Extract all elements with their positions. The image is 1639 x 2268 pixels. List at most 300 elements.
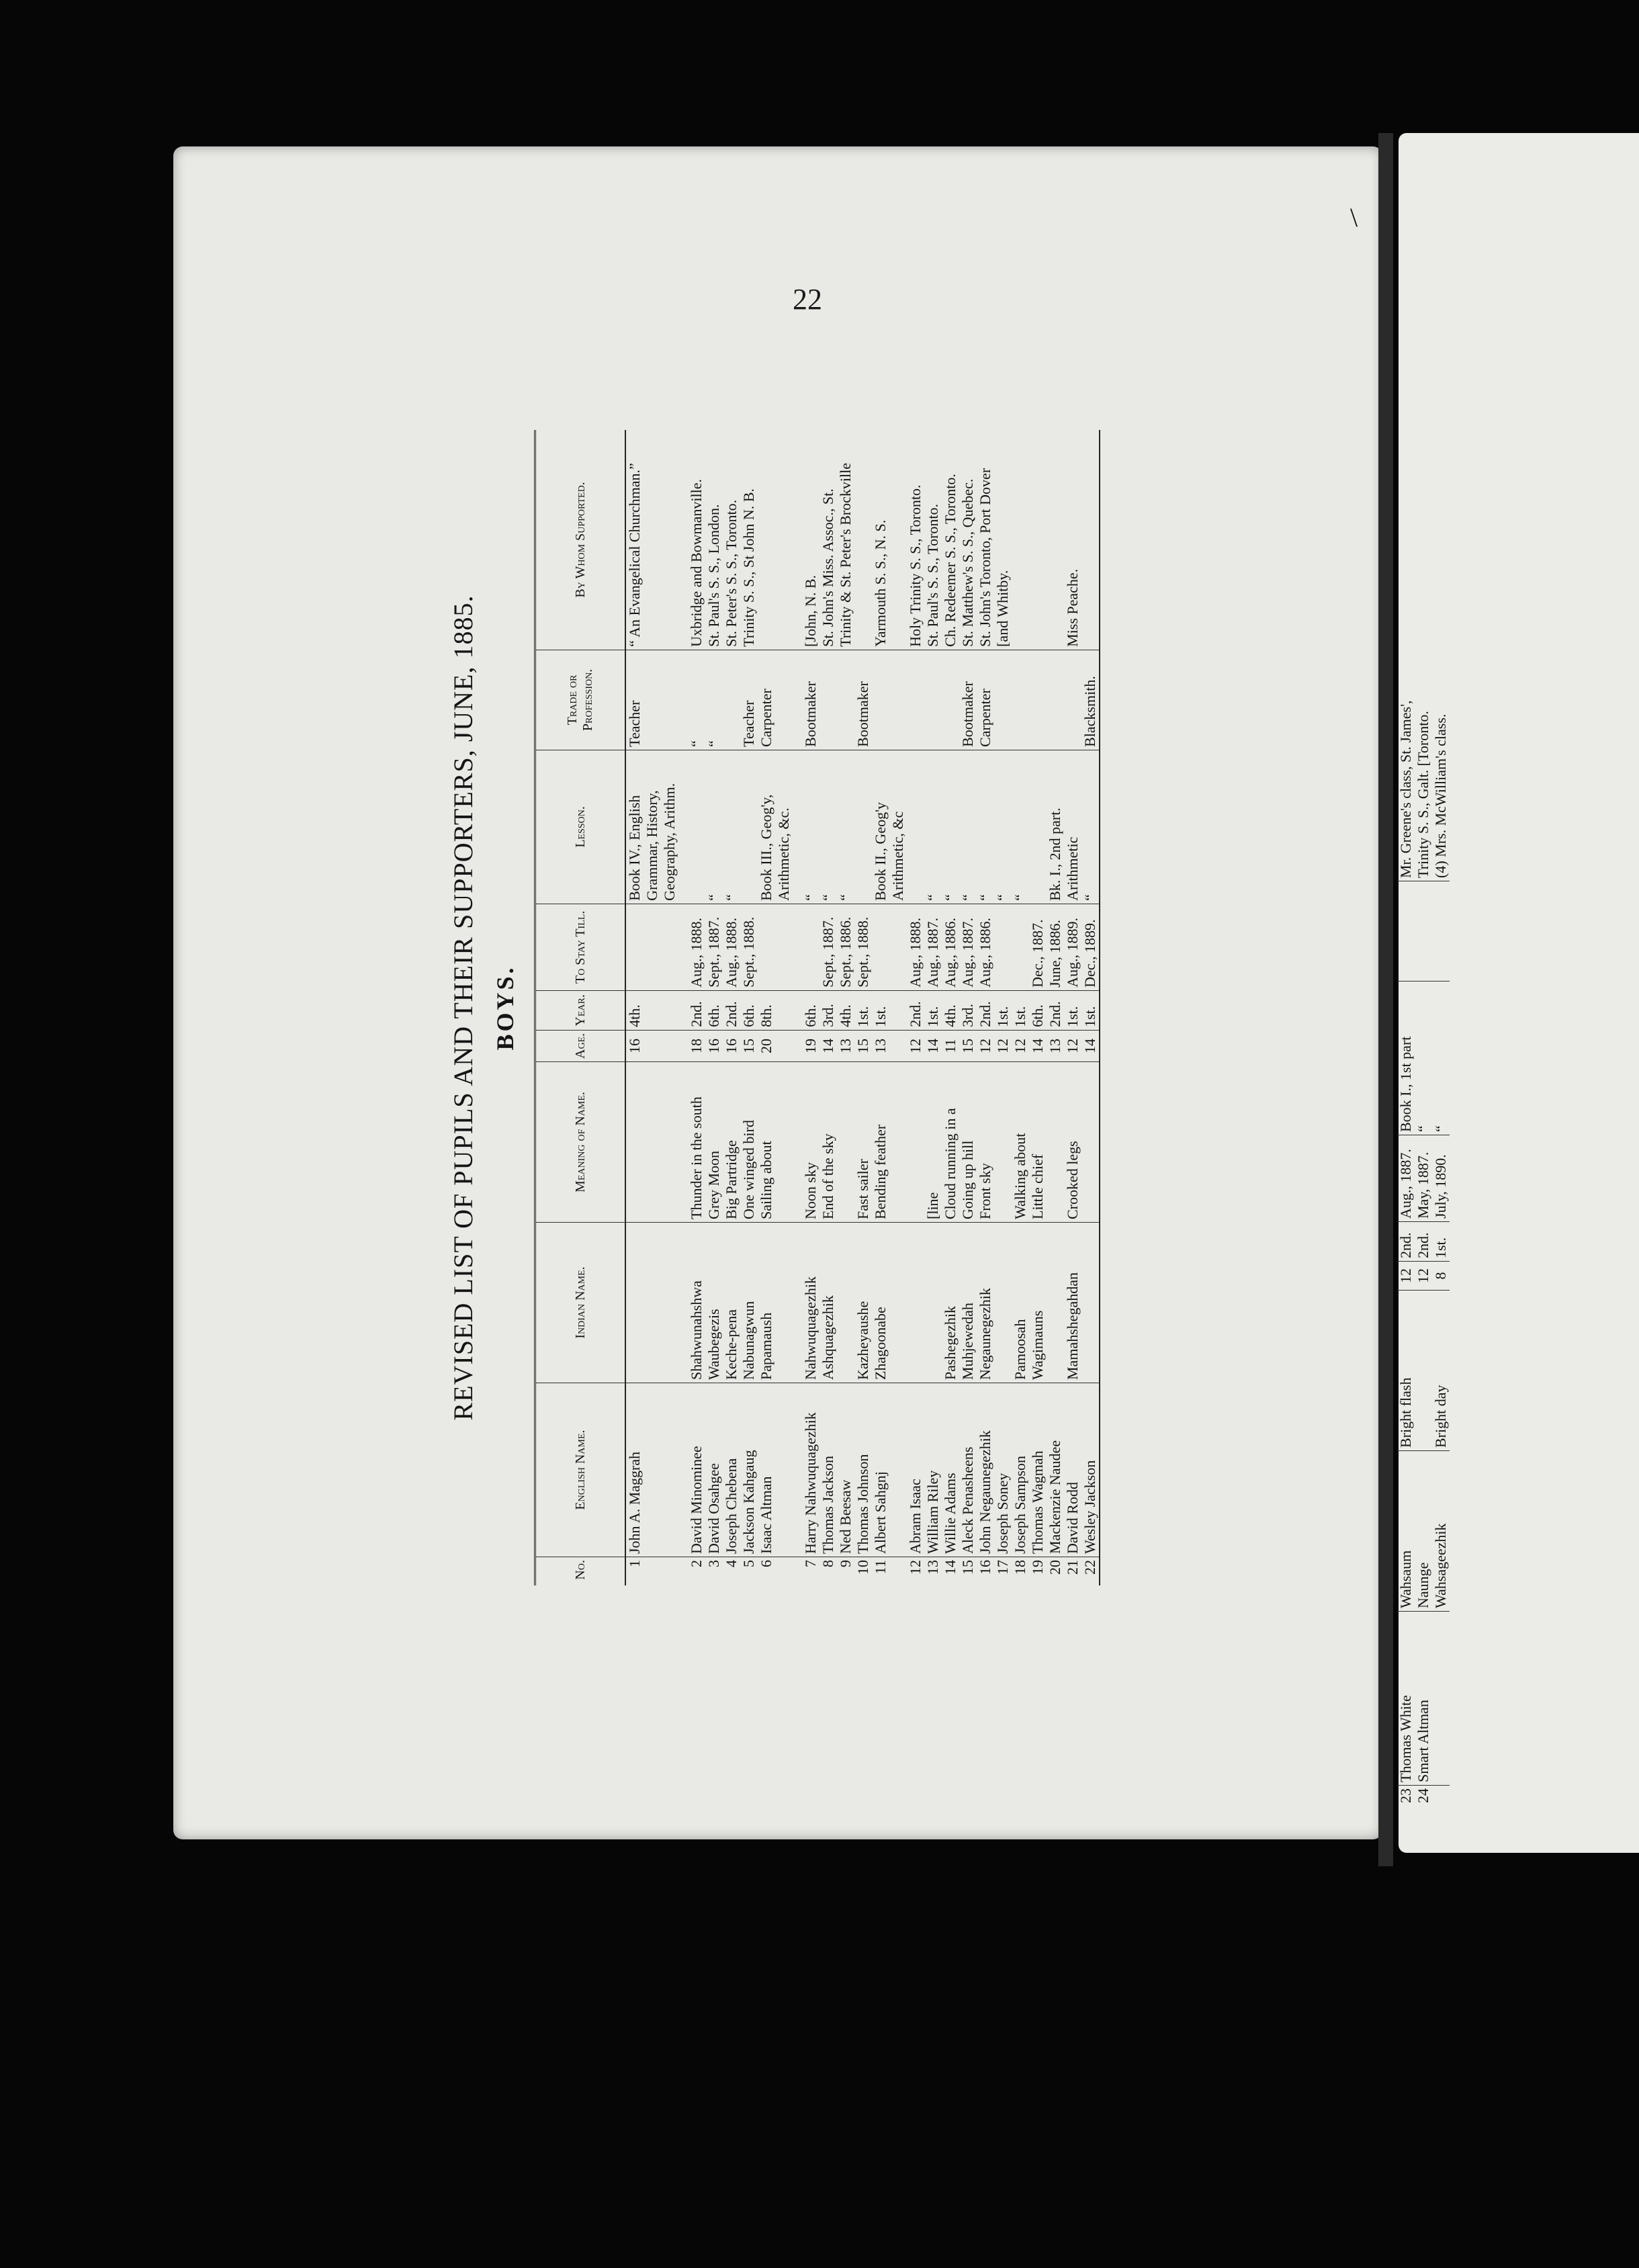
cell-trade — [820, 650, 837, 750]
cell-stay-till: May, 1887. — [1415, 1135, 1432, 1222]
table-row — [688, 430, 705, 1585]
cell-indian-name: Papamaush — [758, 1223, 793, 1383]
cell-supporter: “ An Evangelical Churchman.” — [626, 463, 643, 647]
cell-trade — [907, 650, 924, 750]
header-lesson: Lesson. — [535, 750, 626, 904]
cell-supporter: Uxbridge and Bowmanville. — [688, 478, 705, 647]
cell-meaning — [994, 1062, 1012, 1223]
cell-lesson — [1029, 750, 1047, 904]
table-row — [907, 430, 924, 1585]
table-row — [1432, 202, 1450, 1814]
cell-lesson: “ — [705, 750, 723, 904]
cell-indian-name: Shahwunahshwa — [688, 1223, 705, 1383]
cell-supporter: Trinity S. S., Galt. [Toronto. — [1415, 711, 1431, 878]
cell-meaning: Grey Moon — [705, 1062, 723, 1223]
table-row — [802, 430, 820, 1585]
cell-age: 16 — [705, 1030, 723, 1061]
cell-supporter: St. John's Toronto, Port Dover — [977, 468, 993, 647]
cell-stay-till: Aug., 1888. — [907, 904, 924, 990]
row-spacer — [793, 430, 802, 1585]
next-page-rotated — [1397, 202, 1599, 1814]
cell-english-name — [1432, 1612, 1450, 1786]
spacer-cell — [678, 1062, 688, 1223]
cell-english-name: Thomas Wagmah — [1029, 1383, 1047, 1557]
cell-trade — [1029, 650, 1047, 750]
cell-supporter: Ch. Redeemer S. S., Toronto. — [942, 474, 959, 647]
cell-trade — [994, 650, 1012, 750]
cell-age: 14 — [1081, 1030, 1100, 1061]
table-row — [1047, 430, 1064, 1585]
cell-no: 2 — [688, 1557, 705, 1586]
cell-english-name: David Rodd — [1064, 1383, 1081, 1557]
cell-no: 17 — [994, 1557, 1012, 1586]
table-row — [1397, 202, 1415, 1814]
cell-indian-name: Naunge — [1415, 1451, 1432, 1612]
cell-meaning: Going up hill — [959, 1062, 977, 1223]
cell-supporter — [1081, 430, 1100, 650]
cell-stay-till: Dec., 1889. — [1081, 904, 1100, 990]
cell-year: 1st. — [854, 990, 872, 1030]
table-row — [1029, 430, 1047, 1585]
cell-no: 13 — [924, 1557, 942, 1586]
cell-year: 1st. — [1081, 990, 1100, 1030]
cell-supporter: St. Matthew's S. S., Quebec. — [959, 478, 976, 647]
cell-no: 9 — [837, 1557, 854, 1586]
cell-year: 6th. — [802, 990, 820, 1030]
cell-meaning: Big Partridge — [723, 1062, 740, 1223]
cell-trade: “ — [688, 650, 705, 750]
cell-english-name: Isaac Altman — [758, 1383, 793, 1557]
cell-age: 14 — [924, 1030, 942, 1061]
cell-indian-name — [1047, 1223, 1064, 1383]
cell-no: 22 — [1081, 1557, 1100, 1586]
cell-stay-till — [994, 904, 1012, 990]
pupils-table — [534, 430, 1100, 1585]
cell-stay-till: Sept., 1888. — [740, 904, 758, 990]
cell-indian-name: Nahwuquagezhik — [802, 1223, 820, 1383]
cell-meaning: Bright flash — [1397, 1291, 1415, 1451]
cell-lesson — [854, 750, 872, 904]
cell-year: 8th. — [758, 990, 793, 1030]
cell-stay-till — [802, 904, 820, 990]
cell-english-name: Joseph Soney — [994, 1383, 1012, 1557]
cell-indian-name — [1081, 1223, 1100, 1383]
spacer-cell — [793, 1030, 802, 1061]
cell-stay-till: Aug., 1888. — [723, 904, 740, 990]
cell-indian-name: Pashegezhik — [942, 1223, 959, 1383]
header-supporter: By Whom Supported. — [535, 430, 626, 650]
cell-supporter: Holy Trinity S. S., Toronto. — [907, 484, 924, 647]
cell-year: 1st. — [994, 990, 1012, 1030]
cell-lesson: “ — [723, 750, 740, 904]
cell-year: 1st. — [924, 990, 942, 1030]
cell-supporter: St. Paul's S. S., London. — [705, 504, 722, 647]
cell-no: 23 — [1397, 1786, 1415, 1815]
cell-year: 2nd. — [977, 990, 994, 1030]
cell-year: 4th. — [837, 990, 854, 1030]
cell-year: 2nd. — [907, 990, 924, 1030]
cell-english-name: Willie Adams — [942, 1383, 959, 1557]
cell-meaning: [line — [924, 1062, 942, 1223]
cell-indian-name: Zhagoonabe — [872, 1223, 907, 1383]
cell-lesson: Book I., 1st part — [1397, 982, 1415, 1135]
cell-indian-name: Wahsaum — [1397, 1451, 1415, 1612]
cell-indian-name: Wagimauns — [1029, 1223, 1047, 1383]
cell-english-name: Joseph Chebena — [723, 1383, 740, 1557]
table-row — [942, 430, 959, 1585]
cell-stay-till: Dec., 1887. — [1029, 904, 1047, 990]
section-title: BOYS. — [492, 965, 519, 1051]
cell-english-name: Albert Sahgnj — [872, 1383, 907, 1557]
table-row — [723, 430, 740, 1585]
row-spacer — [678, 430, 688, 1585]
spacer-cell — [678, 430, 688, 650]
header-age: Age. — [535, 1030, 626, 1061]
cell-stay-till — [1012, 904, 1029, 990]
cell-stay-till: Aug., 1886. — [942, 904, 959, 990]
cell-year: 2nd. — [723, 990, 740, 1030]
cell-stay-till: Aug., 1887. — [959, 904, 977, 990]
spacer-cell — [793, 1383, 802, 1557]
cell-trade: Bootmaker — [802, 650, 820, 750]
cell-meaning — [1415, 1291, 1432, 1451]
cell-indian-name: Wahsageezhik — [1432, 1451, 1450, 1612]
cell-supporter: Trinity & St. Peter's Brockville — [837, 463, 854, 647]
cell-lesson: “ — [942, 750, 959, 904]
cell-age: 16 — [625, 1030, 678, 1061]
cell-supporter: Yarmouth S. S., N. S. — [872, 519, 889, 647]
cell-meaning: Thunder in the south — [688, 1062, 705, 1223]
table-row — [854, 430, 872, 1585]
spacer-cell — [678, 1383, 688, 1557]
cell-meaning: Bright day — [1432, 1291, 1450, 1451]
cell-english-name: Smart Altman — [1415, 1612, 1432, 1786]
cell-indian-name: Negaunegezhik — [977, 1223, 994, 1383]
cell-age: 18 — [688, 1030, 705, 1061]
cell-stay-till: Aug., 1887. — [924, 904, 942, 990]
cell-age: 13 — [872, 1030, 907, 1061]
cell-year: 6th. — [1029, 990, 1047, 1030]
cell-indian-name: Keche-pena — [723, 1223, 740, 1383]
spacer-cell — [678, 1557, 688, 1586]
cell-meaning — [1047, 1062, 1064, 1223]
cell-no: 16 — [977, 1557, 994, 1586]
cell-age: 11 — [942, 1030, 959, 1061]
cell-english-name: Wesley Jackson — [1081, 1383, 1100, 1557]
cell-age: 14 — [1029, 1030, 1047, 1061]
cell-lesson: “ — [1415, 982, 1432, 1135]
cell-year: 1st. — [1432, 1222, 1450, 1262]
cell-age: 12 — [977, 1030, 994, 1061]
cell-trade: Carpenter — [977, 650, 994, 750]
cell-lesson: Book II., Geog'y Arithmetic, &c — [872, 750, 907, 904]
cell-age: 13 — [837, 1030, 854, 1061]
register-table-rotated — [443, 430, 1169, 1585]
cell-no: 3 — [705, 1557, 723, 1586]
cell-age: 15 — [959, 1030, 977, 1061]
cell-indian-name: Muhjewedah — [959, 1223, 977, 1383]
cell-supporter: St. John's Miss. Assoc., St. — [820, 488, 836, 647]
cell-trade: Carpenter — [758, 650, 793, 750]
cell-trade — [1012, 650, 1029, 750]
table-row — [1012, 430, 1029, 1585]
cell-trade: Bootmaker — [959, 650, 977, 750]
table-row — [994, 430, 1012, 1585]
spacer-cell — [678, 1030, 688, 1061]
cell-age: 12 — [1012, 1030, 1029, 1061]
spacer-cell — [793, 990, 802, 1030]
cell-age: 12 — [1415, 1262, 1432, 1291]
table-row — [740, 430, 758, 1585]
cell-english-name: David Minominee — [688, 1383, 705, 1557]
table-row — [1415, 202, 1432, 1814]
cell-lesson: “ — [994, 750, 1012, 904]
cell-trade — [723, 650, 740, 750]
cell-year: 3rd. — [959, 990, 977, 1030]
cell-trade — [1064, 650, 1081, 750]
next-page-table — [1397, 202, 1450, 1814]
cell-supporter: Mr. Greene's class, St. James', — [1397, 700, 1414, 878]
cell-age: 15 — [740, 1030, 758, 1061]
cell-trade — [1432, 881, 1450, 982]
spacer-cell — [678, 1223, 688, 1383]
cell-no: 21 — [1064, 1557, 1081, 1586]
header-year: Year. — [535, 990, 626, 1030]
cell-lesson: “ — [959, 750, 977, 904]
cell-trade — [837, 650, 854, 750]
cell-meaning: Bending feather — [872, 1062, 907, 1223]
spacer-cell — [793, 904, 802, 990]
cell-supporter — [758, 430, 793, 650]
cell-indian-name: Pamoosah — [1012, 1223, 1029, 1383]
cell-no: 18 — [1012, 1557, 1029, 1586]
cell-stay-till — [758, 904, 793, 990]
cell-trade: Teacher — [740, 650, 758, 750]
cell-meaning — [837, 1062, 854, 1223]
cell-lesson: Book IV., English Grammar, History, Geography, Arithm. — [625, 750, 678, 904]
cell-no: 1 — [625, 1557, 678, 1586]
cell-no: 4 — [723, 1557, 740, 1586]
cell-age: 12 — [1397, 1262, 1415, 1291]
book-spine — [1378, 133, 1393, 1866]
table-row — [820, 430, 837, 1585]
cell-age: 20 — [758, 1030, 793, 1061]
cell-english-name: John A. Maggrah — [625, 1383, 678, 1557]
table-body — [625, 430, 1100, 1585]
cell-supporter: (4) Mrs. McWilliam's class. — [1432, 713, 1449, 878]
cell-lesson: “ — [1012, 750, 1029, 904]
cell-supporter: [and Whitby. — [994, 570, 1011, 647]
header-meaning: Meaning of Name. — [535, 1062, 626, 1223]
cell-english-name: David Osahgee — [705, 1383, 723, 1557]
cell-indian-name — [837, 1223, 854, 1383]
cell-supporter: [John, N. B. — [802, 574, 819, 647]
table-row — [959, 430, 977, 1585]
cell-year: 1st. — [1064, 990, 1081, 1030]
cell-no: 15 — [959, 1557, 977, 1586]
cell-stay-till: July, 1890. — [1432, 1135, 1450, 1222]
cell-english-name: Ned Beesaw — [837, 1383, 854, 1557]
cell-supporter — [1047, 430, 1064, 650]
cell-meaning: Front sky — [977, 1062, 994, 1223]
cell-english-name: Mackenzie Naudee — [1047, 1383, 1064, 1557]
header-indian-name: Indian Name. — [535, 1223, 626, 1383]
spacer-cell — [793, 1557, 802, 1586]
table-header-row — [535, 430, 626, 1585]
cell-lesson: “ — [1081, 750, 1100, 904]
cell-age: 12 — [1064, 1030, 1081, 1061]
cell-year: 3rd. — [820, 990, 837, 1030]
margin-mark: \ — [1350, 202, 1358, 232]
cell-age: 19 — [802, 1030, 820, 1061]
cell-age: 8 — [1432, 1262, 1450, 1291]
table-row — [705, 430, 723, 1585]
cell-no: 24 — [1415, 1786, 1432, 1815]
cell-lesson: Bk. I., 2nd part. — [1047, 750, 1064, 904]
table-row — [924, 430, 942, 1585]
cell-meaning — [1081, 1062, 1100, 1223]
cell-meaning: Little chief — [1029, 1062, 1047, 1223]
cell-lesson: Arithmetic — [1064, 750, 1081, 904]
cell-english-name: John Negaunegezhik — [977, 1383, 994, 1557]
table-row — [1064, 430, 1081, 1585]
cell-no: 20 — [1047, 1557, 1064, 1586]
header-stay-till: To Stay Till. — [535, 904, 626, 990]
cell-indian-name: Kazheyaushe — [854, 1223, 872, 1383]
spacer-cell — [678, 904, 688, 990]
cell-stay-till: June, 1886. — [1047, 904, 1064, 990]
cell-lesson: “ — [802, 750, 820, 904]
cell-age: 13 — [1047, 1030, 1064, 1061]
cell-year: 4th. — [625, 990, 678, 1030]
cell-meaning: One winged bird — [740, 1062, 758, 1223]
cell-age: 14 — [820, 1030, 837, 1061]
cell-lesson: “ — [837, 750, 854, 904]
cell-no: 10 — [854, 1557, 872, 1586]
header-no: No. — [535, 1557, 626, 1586]
cell-english-name: Aleck Penasheens — [959, 1383, 977, 1557]
cell-year: 6th. — [740, 990, 758, 1030]
cell-indian-name — [924, 1223, 942, 1383]
cell-no: 8 — [820, 1557, 837, 1586]
cell-stay-till: Sept., 1886. — [837, 904, 854, 990]
cell-year: 4th. — [942, 990, 959, 1030]
spacer-cell — [793, 1223, 802, 1383]
cell-indian-name: Ashquagezhik — [820, 1223, 837, 1383]
cell-meaning: Noon sky — [802, 1062, 820, 1223]
cell-no: 7 — [802, 1557, 820, 1586]
cell-trade — [1047, 650, 1064, 750]
cell-indian-name: Nabunagwun — [740, 1223, 758, 1383]
cell-stay-till: Aug., 1886. — [977, 904, 994, 990]
spacer-cell — [793, 1062, 802, 1223]
cell-year: 1st. — [872, 990, 907, 1030]
cell-trade: Bootmaker — [854, 650, 872, 750]
cell-supporter — [1012, 430, 1029, 650]
cell-english-name: Thomas White — [1397, 1612, 1415, 1786]
cell-no — [1432, 1786, 1450, 1815]
spacer-cell — [793, 650, 802, 750]
cell-age: 15 — [854, 1030, 872, 1061]
spacer-cell — [678, 750, 688, 904]
cell-english-name: Thomas Johnson — [854, 1383, 872, 1557]
cell-stay-till: Aug., 1888. — [688, 904, 705, 990]
spacer-cell — [678, 990, 688, 1030]
cell-stay-till: Aug., 1887. — [1397, 1135, 1415, 1222]
spacer-cell — [793, 750, 802, 904]
cell-age: 16 — [723, 1030, 740, 1061]
cell-stay-till — [872, 904, 907, 990]
cell-no: 6 — [758, 1557, 793, 1586]
cell-meaning: Sailing about — [758, 1062, 793, 1223]
cell-indian-name — [625, 1223, 678, 1383]
spacer-cell — [678, 650, 688, 750]
cell-english-name: Abram Isaac — [907, 1383, 924, 1557]
cell-indian-name: Waubegezis — [705, 1223, 723, 1383]
cell-lesson: “ — [1432, 982, 1450, 1135]
cell-supporter: St. Peter's S. S., Toronto. — [723, 499, 740, 647]
cell-lesson: “ — [820, 750, 837, 904]
cell-meaning — [907, 1062, 924, 1223]
cell-stay-till: Sept., 1887. — [820, 904, 837, 990]
header-english-name: English Name. — [535, 1383, 626, 1557]
cell-meaning — [625, 1062, 678, 1223]
cell-no: 5 — [740, 1557, 758, 1586]
cell-stay-till: Sept., 1887. — [705, 904, 723, 990]
cell-supporter: Miss Peache. — [1064, 568, 1081, 647]
cell-meaning: Fast sailer — [854, 1062, 872, 1223]
table-row — [1081, 430, 1100, 1585]
cell-trade — [942, 650, 959, 750]
cell-indian-name: Mamahshegahdan — [1064, 1223, 1081, 1383]
cell-no: 11 — [872, 1557, 907, 1586]
cell-lesson — [740, 750, 758, 904]
cell-meaning: Cloud running in a — [942, 1062, 959, 1223]
cell-english-name: Harry Nahwuquagezhik — [802, 1383, 820, 1557]
header-trade: Trade or Profession. — [535, 650, 626, 750]
spacer-cell — [793, 430, 802, 650]
cell-year: 2nd. — [1047, 990, 1064, 1030]
cell-year: 2nd. — [1415, 1222, 1432, 1262]
cell-trade: Blacksmith. — [1081, 650, 1100, 750]
cell-english-name: Thomas Jackson — [820, 1383, 837, 1557]
cell-no: 14 — [942, 1557, 959, 1586]
table-row — [872, 430, 907, 1585]
cell-english-name: Joseph Sampson — [1012, 1383, 1029, 1557]
next-page-body — [1397, 202, 1450, 1814]
cell-english-name: Jackson Kahgaug — [740, 1383, 758, 1557]
cell-meaning: End of the sky — [820, 1062, 837, 1223]
page-title: REVISED LIST OF PUPILS AND THEIR SUPPORTERS, JUNE, 1885. — [448, 595, 478, 1421]
cell-year: 6th. — [705, 990, 723, 1030]
cell-year: 2nd. — [688, 990, 705, 1030]
cell-age: 12 — [994, 1030, 1012, 1061]
cell-stay-till: Sept., 1888. — [854, 904, 872, 990]
table-row — [837, 430, 854, 1585]
cell-trade — [1397, 881, 1415, 982]
cell-age: 12 — [907, 1030, 924, 1061]
cell-lesson: Book III., Geog'y, Arithmetic, &c. — [758, 750, 793, 904]
cell-trade: “ — [705, 650, 723, 750]
table-row — [758, 430, 793, 1585]
cell-trade — [1415, 881, 1432, 982]
cell-trade: Teacher — [625, 650, 678, 750]
cell-indian-name — [907, 1223, 924, 1383]
cell-indian-name — [994, 1223, 1012, 1383]
cell-supporter: Trinity S. S., St John N. B. — [740, 488, 757, 647]
cell-supporter: St. Paul's S. S., Toronto. — [924, 503, 941, 647]
cell-no: 12 — [907, 1557, 924, 1586]
